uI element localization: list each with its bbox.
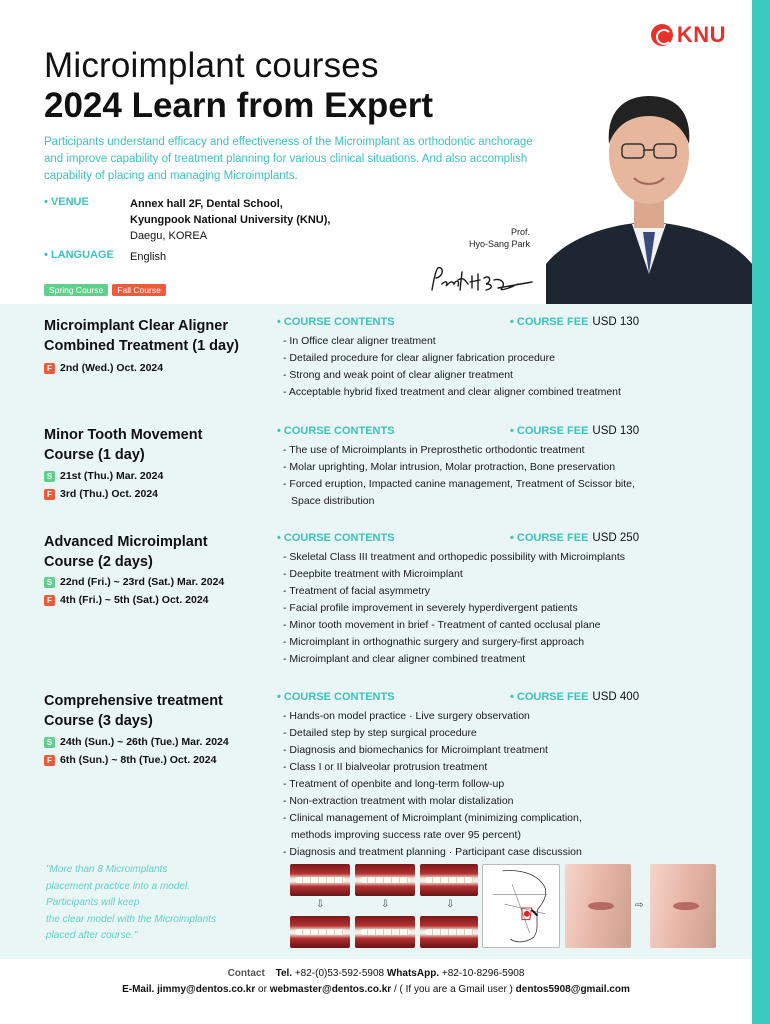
quote-line: the clear model with the Microimplants xyxy=(46,913,217,925)
fall-course-badge: Fall Course xyxy=(112,284,165,296)
list-item: - Acceptable hybrid fixed treatment and clear aligner combined treatment xyxy=(283,384,713,401)
fall-mark: F xyxy=(44,363,55,374)
venue-line2: Kyungpook National University (KNU), xyxy=(130,214,331,226)
intraoral-photo-before xyxy=(290,864,350,896)
fall-mark: F xyxy=(44,489,55,500)
course-title-line1: Microimplant Clear Aligner xyxy=(44,318,228,334)
profile-photo-after xyxy=(650,864,716,948)
list-item: - Detailed step by step surgical procedure xyxy=(283,725,713,742)
fall-mark: F xyxy=(44,595,55,606)
venue-label: • VENUE xyxy=(44,196,89,208)
profile-photo-before xyxy=(565,864,631,948)
course-date-text: 4th (Fri.) ~ 5th (Sat.) Oct. 2024 xyxy=(60,594,209,606)
arrow-down-icon: ⇩ xyxy=(446,899,455,910)
venue-line3: Daegu, KOREA xyxy=(130,230,208,242)
spring-mark: S xyxy=(44,737,55,748)
knu-emblem-icon xyxy=(651,24,673,46)
course-contents-label: • COURSE CONTENTS xyxy=(277,425,395,437)
course-title xyxy=(44,425,274,465)
list-item: - Microimplant and clear aligner combined treatment xyxy=(283,651,713,668)
course-title-line2: Combined Treatment (1 day) xyxy=(44,338,239,354)
intraoral-photo-after xyxy=(420,916,478,948)
course-fee-value: USD 250 xyxy=(592,532,640,544)
list-item: - Molar uprighting, Molar intrusion, Molar protraction, Bone preservation xyxy=(283,459,713,476)
course-fee xyxy=(510,691,639,703)
email-link[interactable]: dentos5908@gmail.com xyxy=(515,984,630,995)
course-date xyxy=(44,485,274,503)
list-item: - The use of Microimplants in Preprosthetic orthodontic treatment xyxy=(283,442,713,459)
contact-footer xyxy=(0,966,752,998)
gmail-note: / ( If you are a Gmail user ) xyxy=(393,984,513,995)
list-item: - Microimplant in orthognathic surgery and surgery-first approach xyxy=(283,634,713,651)
course-dates xyxy=(44,359,274,377)
professor-signature xyxy=(428,262,538,296)
course-dates xyxy=(44,733,274,769)
course-date xyxy=(44,359,274,377)
page-title-line2: 2024 Learn from Expert xyxy=(44,86,434,125)
language-value: English xyxy=(130,251,167,263)
course-title-line1: Comprehensive treatment xyxy=(44,693,223,709)
course-fee-value: USD 130 xyxy=(592,425,640,437)
intraoral-photo-before xyxy=(355,864,415,896)
email-link[interactable]: webmaster@dentos.co.kr xyxy=(269,984,392,995)
email-label: E-Mail. xyxy=(122,984,155,995)
course-fee xyxy=(510,532,639,544)
spring-mark: S xyxy=(44,577,55,588)
cephalometric-tracing xyxy=(482,864,560,948)
course-title-line2: Course (1 day) xyxy=(44,447,145,463)
list-item: - Non-extraction treatment with molar distalization xyxy=(283,793,713,810)
email-link[interactable]: jimmy@dentos.co.kr xyxy=(157,984,256,995)
list-item: - Detailed procedure for clear aligner fabrication procedure xyxy=(283,350,713,367)
course-date-text: 2nd (Wed.) Oct. 2024 xyxy=(60,362,164,374)
model-practice-quote xyxy=(46,862,246,945)
fall-mark: F xyxy=(44,755,55,766)
course-title xyxy=(44,532,274,572)
knu-logo-text: KNU xyxy=(676,22,726,47)
intraoral-photo-before xyxy=(420,864,478,896)
contact-line1 xyxy=(0,966,752,982)
course-contents-list xyxy=(283,442,713,510)
list-item: - Facial profile improvement in severely hyperdivergent patients xyxy=(283,600,713,617)
course-title-line1: Advanced Microimplant xyxy=(44,534,208,550)
professor-caption xyxy=(469,226,530,250)
venue-value xyxy=(130,196,390,244)
course-date xyxy=(44,751,274,769)
course-date xyxy=(44,733,274,751)
course-fee-value: USD 400 xyxy=(592,691,640,703)
quote-line: "More than 8 Microimplants xyxy=(46,864,168,875)
course-date-text: 3rd (Thu.) Oct. 2024 xyxy=(60,488,159,500)
course-fee-label: • COURSE FEE xyxy=(510,425,589,437)
arrow-down-icon: ⇩ xyxy=(381,899,390,910)
course-contents-label: • COURSE CONTENTS xyxy=(277,691,395,703)
course-contents-list xyxy=(283,549,713,668)
course-dates xyxy=(44,467,274,503)
list-item: - Deepbite treatment with Microimplant xyxy=(283,566,713,583)
course-date-text: 24th (Sun.) ~ 26th (Tue.) Mar. 2024 xyxy=(60,736,229,748)
list-item: - Hands-on model practice · Live surgery observation xyxy=(283,708,713,725)
list-item: methods improving success rate over 95 percent) xyxy=(291,829,521,841)
course-date xyxy=(44,573,274,591)
course-fee-label: • COURSE FEE xyxy=(510,691,589,703)
course-title-line2: Course (2 days) xyxy=(44,554,153,570)
course-date xyxy=(44,591,274,609)
tel-label: Tel. xyxy=(275,968,293,979)
contact-line2 xyxy=(0,982,752,998)
signature-text: Park H S xyxy=(428,262,433,263)
tel-value: +82-(0)53-592-5908 xyxy=(294,968,385,979)
or-text: or xyxy=(258,984,267,995)
quote-line: Participants will keep xyxy=(46,897,140,908)
course-title xyxy=(44,691,274,731)
course-fee-label: • COURSE FEE xyxy=(510,532,589,544)
quote-line: placement practice into a model. xyxy=(46,880,190,892)
course-contents-label: • COURSE CONTENTS xyxy=(277,316,395,328)
whatsapp-value: +82-10-8296-5908 xyxy=(441,968,525,979)
contact-label: Contact xyxy=(227,968,265,979)
list-item: - Treatment of facial asymmetry xyxy=(283,583,713,600)
arrow-down-icon: ⇩ xyxy=(316,899,325,910)
spring-course-badge: Spring Course xyxy=(44,284,108,296)
course-fee-label: • COURSE FEE xyxy=(510,316,589,328)
course-title-line2: Course (3 days) xyxy=(44,713,153,729)
season-legend xyxy=(44,284,166,296)
spring-mark: S xyxy=(44,471,55,482)
course-title-line1: Minor Tooth Movement xyxy=(44,427,203,443)
course-dates xyxy=(44,573,274,609)
professor-name: Hyo-Sang Park xyxy=(468,239,530,249)
course-date-text: 6th (Sun.) ~ 8th (Tue.) Oct. 2024 xyxy=(60,754,217,766)
list-item: - Clinical management of Microimplant (minimizing complication, xyxy=(283,810,713,827)
intraoral-photo-after xyxy=(290,916,350,948)
venue-line1: Annex hall 2F, Dental School, xyxy=(130,198,283,210)
course-fee xyxy=(510,425,639,437)
course-contents-list xyxy=(283,333,713,401)
quote-line: placed after course." xyxy=(46,930,138,941)
list-item: - Class I or II bialveolar protrusion treatment xyxy=(283,759,713,776)
list-item: - Treatment of openbite and long-term follow-up xyxy=(283,776,713,793)
right-accent-bar xyxy=(752,0,770,1024)
list-item: - Strong and weak point of clear aligner treatment xyxy=(283,367,713,384)
course-contents-label: • COURSE CONTENTS xyxy=(277,532,395,544)
list-item: - Skeletal Class III treatment and orthopedic possibility with Microimplants xyxy=(283,549,713,566)
arrow-right-icon: ⇨ xyxy=(635,900,644,911)
intro-text: Participants understand efficacy and effectiveness of the Microimplant as orthodontic anchorage and improve capability of treatment planning for various clinical situations. And also accomplish capability of placing and managing Microimplants. xyxy=(44,136,533,182)
list-item: - Diagnosis and biomechanics for Microimplant treatment xyxy=(283,742,713,759)
whatsapp-label: WhatsApp. xyxy=(386,968,440,979)
list-item: - Diagnosis and treatment planning · Participant case discussion xyxy=(283,844,713,861)
language-label: • LANGUAGE xyxy=(44,249,114,261)
course-title xyxy=(44,316,274,356)
course-contents-list xyxy=(283,708,713,861)
knu-logo xyxy=(651,22,726,48)
course-fee-value: USD 130 xyxy=(592,316,640,328)
professor-photo xyxy=(546,74,752,304)
list-item: - Minor tooth movement in brief - Treatment of canted occlusal plane xyxy=(283,617,713,634)
course-fee xyxy=(510,316,639,328)
course-date-text: 21st (Thu.) Mar. 2024 xyxy=(60,470,164,482)
list-item: - Forced eruption, Impacted canine management, Treatment of Scissor bite, xyxy=(283,476,713,493)
course-date xyxy=(44,467,274,485)
page-title-line1: Microimplant courses xyxy=(44,46,379,85)
intraoral-photo-after xyxy=(355,916,415,948)
list-item: - In Office clear aligner treatment xyxy=(283,333,713,350)
professor-title: Prof. xyxy=(510,227,530,237)
course-date-text: 22nd (Fri.) ~ 23rd (Sat.) Mar. 2024 xyxy=(60,576,225,588)
list-item: Space distribution xyxy=(291,495,375,507)
